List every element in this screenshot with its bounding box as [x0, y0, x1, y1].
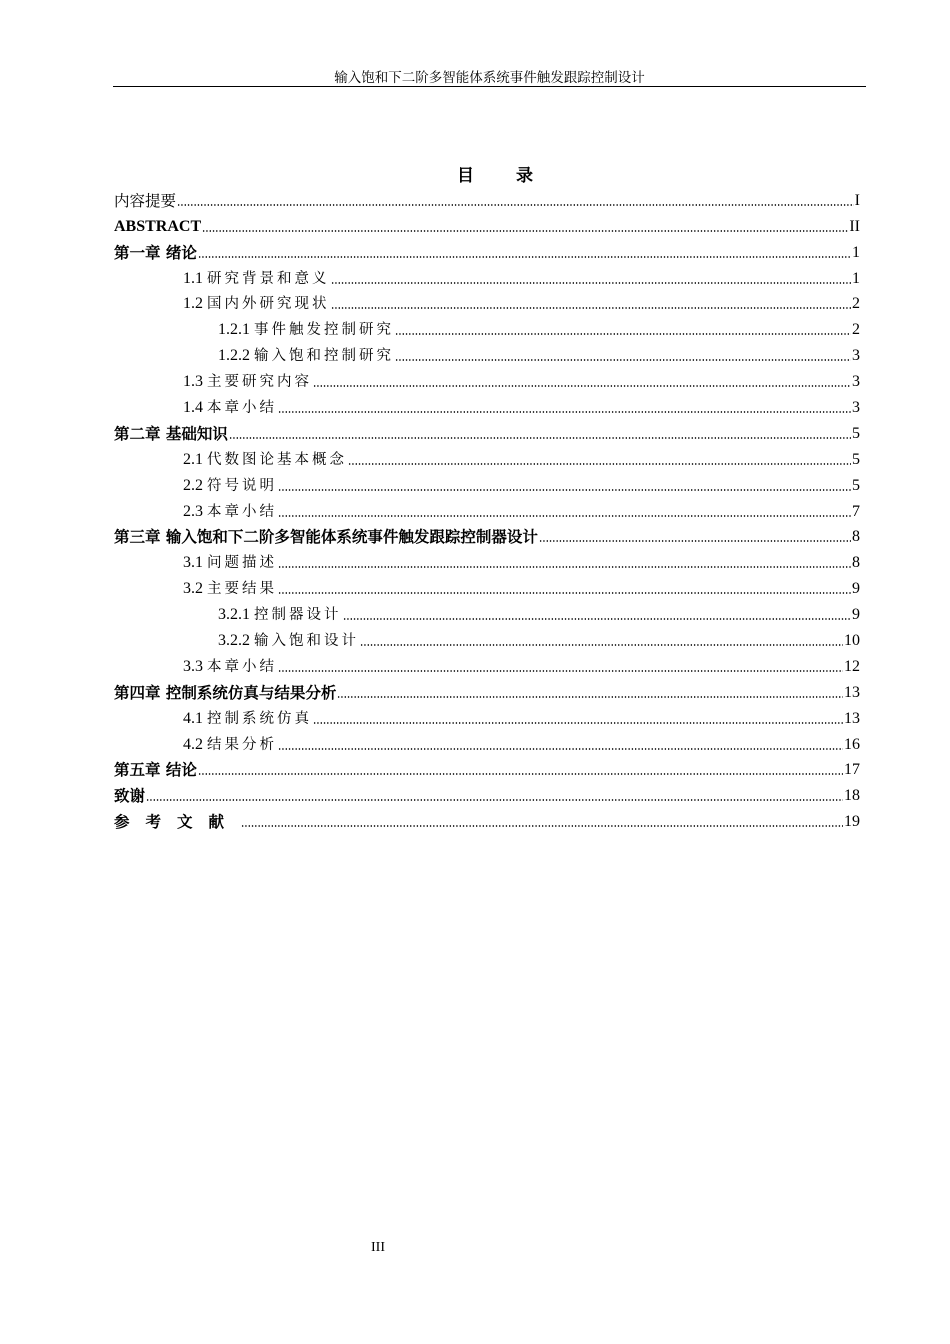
toc-entry-number: 3.1 — [183, 554, 203, 572]
dot-leader — [198, 255, 851, 259]
toc-entry-number: 1.2.2 — [218, 347, 250, 365]
toc-entry-number: 2.2 — [183, 476, 203, 494]
toc-chapter-entry[interactable] — [114, 185, 860, 211]
toc-entry-number: 4.1 — [183, 709, 203, 727]
toc-entry-number: 3.2.2 — [218, 632, 250, 650]
toc-entry-title: 输入饱和控制研究 — [254, 348, 394, 365]
toc-entry-title: 输入饱和设计 — [254, 633, 359, 650]
dot-leader — [348, 462, 851, 466]
toc-page-number: 16 — [844, 735, 860, 753]
toc-entry-number: 1.2.1 — [218, 321, 250, 339]
dot-leader — [278, 488, 851, 492]
toc-entry-label: 第四章 控制系统仿真与结果分析 — [114, 683, 337, 702]
toc-entry-label: 第三章 输入饱和下二阶多智能体系统事件触发跟踪控制器设计 — [114, 528, 538, 547]
toc-entry-number: 4.2 — [183, 735, 203, 753]
toc-page-number: 18 — [844, 787, 860, 805]
toc-entry-number: 1.2 — [183, 295, 203, 313]
toc-entry-label — [183, 502, 277, 522]
toc-chapter-entry[interactable] — [114, 755, 860, 781]
toc-entry-title: 本章小结 — [207, 400, 277, 417]
toc-page-number: 5 — [852, 424, 860, 442]
toc-entry-title: 结果分析 — [207, 736, 277, 753]
toc-entry-label: ABSTRACT — [114, 217, 202, 235]
toc-chapter-entry[interactable] — [114, 237, 860, 263]
dot-leader — [313, 384, 851, 388]
dot-leader — [395, 332, 851, 336]
dot-leader — [146, 798, 843, 802]
header-rule — [113, 86, 866, 87]
table-of-contents — [114, 185, 860, 832]
toc-page-number: 2 — [852, 321, 860, 339]
toc-section-entry[interactable] — [114, 366, 860, 392]
toc-page-number: 13 — [844, 683, 860, 701]
toc-section-entry[interactable] — [114, 599, 860, 625]
toc-section-entry[interactable] — [114, 263, 860, 289]
toc-entry-number: 1.3 — [183, 373, 203, 391]
toc-entry-label: 致谢 — [114, 787, 146, 806]
toc-section-entry[interactable] — [114, 392, 860, 418]
toc-entry-label: 第五章 结论 — [114, 761, 197, 780]
toc-chapter-entry[interactable] — [114, 418, 860, 444]
dot-leader — [278, 747, 843, 751]
toc-page-number: 9 — [852, 580, 860, 598]
toc-entry-label — [183, 398, 277, 418]
toc-section-entry[interactable] — [114, 573, 860, 599]
toc-entry-title: 研究背景和意义 — [207, 270, 330, 287]
toc-entry-label — [218, 605, 342, 625]
dot-leader — [177, 203, 854, 207]
dot-leader — [202, 229, 848, 233]
toc-entry-label — [183, 269, 330, 289]
dot-leader — [278, 591, 851, 595]
toc-entry-label: 第一章 绪论 — [114, 243, 197, 262]
toc-entry-label: 内容提要 — [114, 191, 177, 210]
toc-entry-label — [183, 553, 277, 573]
toc-section-entry[interactable] — [114, 496, 860, 522]
toc-chapter-entry[interactable] — [114, 806, 860, 832]
toc-page-number: 5 — [852, 450, 860, 468]
toc-entry-label — [218, 320, 394, 340]
dot-leader — [360, 643, 843, 647]
toc-entry-number: 2.1 — [183, 450, 203, 468]
toc-chapter-entry[interactable] — [114, 780, 860, 806]
toc-entry-number: 1.4 — [183, 399, 203, 417]
toc-title: 目 录 — [457, 166, 551, 186]
toc-chapter-entry[interactable] — [114, 211, 860, 237]
toc-entry-title: 控制器设计 — [254, 607, 342, 624]
dot-leader — [241, 824, 843, 828]
toc-page-number: 3 — [852, 347, 860, 365]
toc-section-entry[interactable] — [114, 703, 860, 729]
dot-leader — [539, 539, 851, 543]
toc-entry-title: 代数图论基本概念 — [207, 451, 347, 468]
toc-chapter-entry[interactable] — [114, 677, 860, 703]
toc-section-entry[interactable] — [114, 729, 860, 755]
toc-entry-label — [218, 346, 394, 366]
toc-entry-label — [183, 372, 312, 392]
dot-leader — [395, 358, 851, 362]
toc-entry-title: 主要研究内容 — [207, 374, 312, 391]
toc-entry-label: 第二章 基础知识 — [114, 424, 228, 443]
toc-section-entry[interactable] — [114, 444, 860, 470]
toc-page-number: 8 — [852, 554, 860, 572]
toc-page-number: 5 — [852, 476, 860, 494]
toc-page-number: 2 — [852, 295, 860, 313]
toc-section-entry[interactable] — [114, 340, 860, 366]
toc-page-number: 12 — [844, 657, 860, 675]
toc-page-number: 8 — [852, 528, 860, 546]
toc-entry-title: 事件触发控制研究 — [254, 322, 394, 339]
toc-page-number: 1 — [852, 243, 860, 261]
toc-entry-number: 3.2.1 — [218, 606, 250, 624]
toc-entry-label — [183, 476, 277, 496]
toc-chapter-entry[interactable] — [114, 522, 860, 548]
toc-entry-label — [183, 579, 277, 599]
toc-entry-label — [183, 735, 277, 755]
toc-section-entry[interactable] — [114, 289, 860, 315]
dot-leader — [337, 695, 843, 699]
running-header: 输入饱和下二阶多智能体系统事件触发跟踪控制设计 — [334, 70, 645, 85]
toc-page-number: 1 — [852, 269, 860, 287]
toc-section-entry[interactable] — [114, 470, 860, 496]
toc-page-number: 10 — [844, 632, 860, 650]
toc-entry-number: 2.3 — [183, 502, 203, 520]
dot-leader — [278, 565, 851, 569]
dot-leader — [278, 410, 851, 414]
toc-page-number: 13 — [844, 709, 860, 727]
toc-entry-label: 参考文献 — [114, 813, 241, 832]
toc-entry-title: 控制系统仿真 — [207, 710, 312, 727]
dot-leader — [278, 514, 851, 518]
dot-leader — [229, 436, 851, 440]
toc-entry-label — [183, 294, 330, 314]
toc-entry-title: 符号说明 — [207, 477, 277, 494]
toc-page-number: 19 — [844, 813, 860, 831]
toc-entry-title: 主要结果 — [207, 581, 277, 598]
toc-entry-label — [183, 450, 347, 470]
toc-section-entry[interactable] — [114, 547, 860, 573]
toc-entry-title: 国内外研究现状 — [207, 296, 330, 313]
toc-entry-title: 本章小结 — [207, 503, 277, 520]
toc-page-number: 9 — [852, 606, 860, 624]
toc-entry-number: 3.3 — [183, 657, 203, 675]
toc-section-entry[interactable] — [114, 314, 860, 340]
toc-entry-title: 本章小结 — [207, 658, 277, 675]
toc-entry-number: 1.1 — [183, 269, 203, 287]
dot-leader — [198, 772, 843, 776]
toc-entry-title: 问题描述 — [207, 555, 277, 572]
toc-page-number: I — [854, 191, 860, 209]
toc-page-number: 7 — [852, 502, 860, 520]
dot-leader — [331, 306, 852, 310]
toc-page-number: 3 — [852, 399, 860, 417]
dot-leader — [331, 281, 852, 285]
toc-page-number: II — [849, 217, 860, 235]
toc-entry-label — [183, 709, 312, 729]
toc-section-entry[interactable] — [114, 651, 860, 677]
toc-page-number: 17 — [844, 761, 860, 779]
toc-entry-label — [218, 631, 359, 651]
toc-section-entry[interactable] — [114, 625, 860, 651]
toc-page-number: 3 — [852, 373, 860, 391]
dot-leader — [278, 669, 843, 673]
dot-leader — [313, 721, 843, 725]
toc-entry-label — [183, 657, 277, 677]
toc-entry-number: 3.2 — [183, 580, 203, 598]
page-number: III — [371, 1240, 385, 1255]
dot-leader — [343, 617, 852, 621]
